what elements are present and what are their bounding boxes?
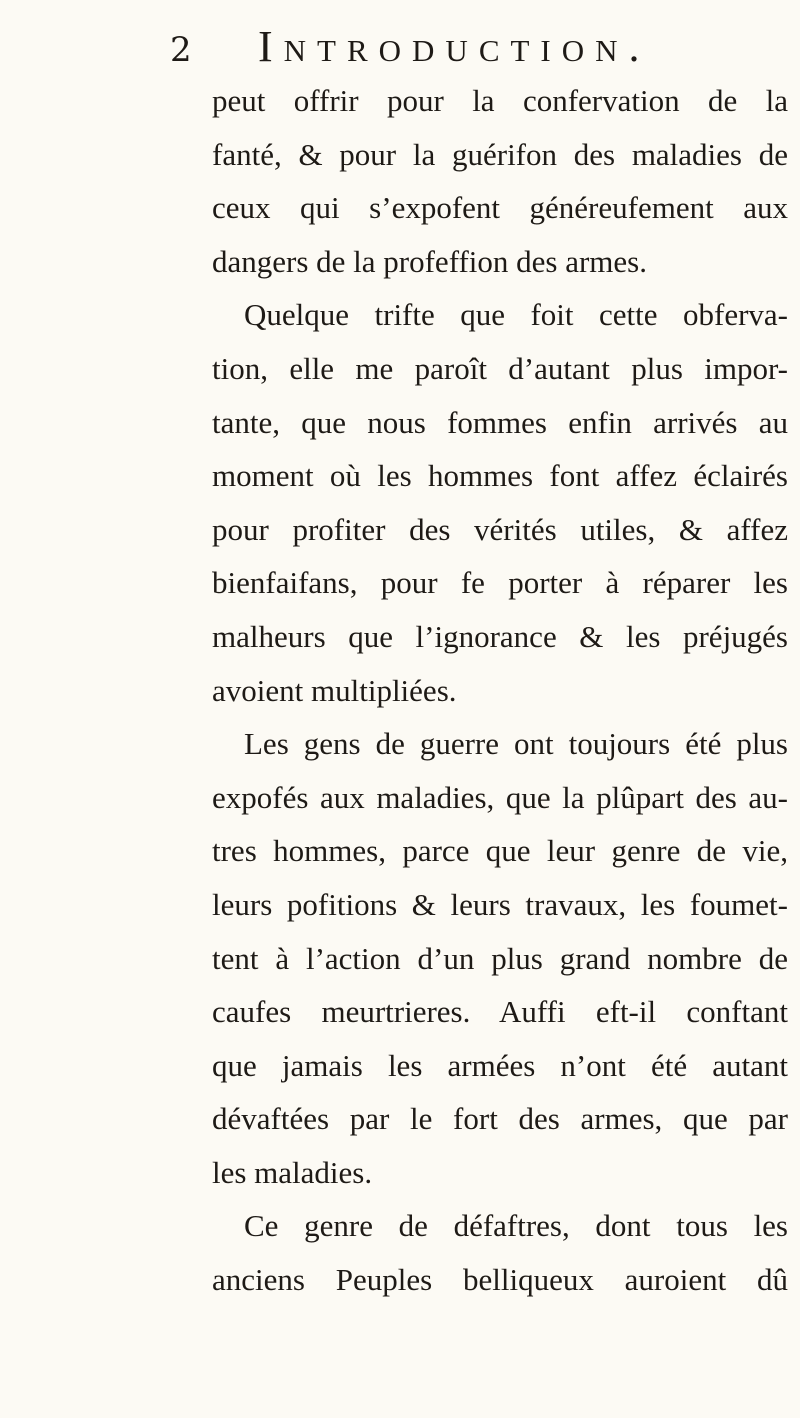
text-line: tent à l’action d’un plus grand nombre de <box>212 940 788 976</box>
text-line: dévaftées par le fort des armes, que par <box>212 1101 788 1137</box>
text-line: Quelque trifte que foit cette obferva- <box>244 297 788 333</box>
text-line: malheurs que l’ignorance & les préjugés <box>212 618 788 654</box>
text-line: moment où les hommes font affez éclairés <box>212 458 788 494</box>
page-number: 2 <box>170 30 192 70</box>
running-head <box>170 22 790 72</box>
section-title: Introduction. <box>258 22 651 71</box>
text-line: bienfaifans, pour fe porter à réparer les <box>212 565 788 601</box>
text-line: anciens Peuples belliqueux auroient dû <box>212 1262 788 1298</box>
body-text <box>212 74 788 1307</box>
text-line: expofés aux maladies, que la plûpart des au- <box>212 779 788 815</box>
text-line: peut offrir pour la confervation de la <box>212 83 788 118</box>
text-line: que jamais les armées n’ont été autant <box>212 1047 788 1083</box>
text-line: caufes meurtrieres. Auffi eft-il conftant <box>212 994 788 1030</box>
text-line: leurs pofitions & leurs travaux, les foumet- <box>212 886 788 922</box>
text-line: les maladies. <box>212 1154 373 1190</box>
text-line: dangers de la profeffion des armes. <box>212 243 647 279</box>
text-line: tres hommes, parce que leur genre de vie, <box>212 833 788 869</box>
text-line: ceux qui s’expofent généreufement aux <box>212 190 788 226</box>
text-line: Les gens de guerre ont toujours été plus <box>244 726 788 762</box>
text-line: fanté, & pour la guérifon des maladies de <box>212 136 788 172</box>
text-line: tion, elle me paroît d’autant plus impor- <box>212 350 788 386</box>
text-line: tante, que nous fommes enfin arrivés au <box>212 404 788 440</box>
text-line: avoient multipliées. <box>212 672 457 708</box>
text-line: Ce genre de défaftres, dont tous les <box>244 1208 788 1244</box>
text-line: pour profiter des vérités utiles, & affez <box>212 511 788 547</box>
